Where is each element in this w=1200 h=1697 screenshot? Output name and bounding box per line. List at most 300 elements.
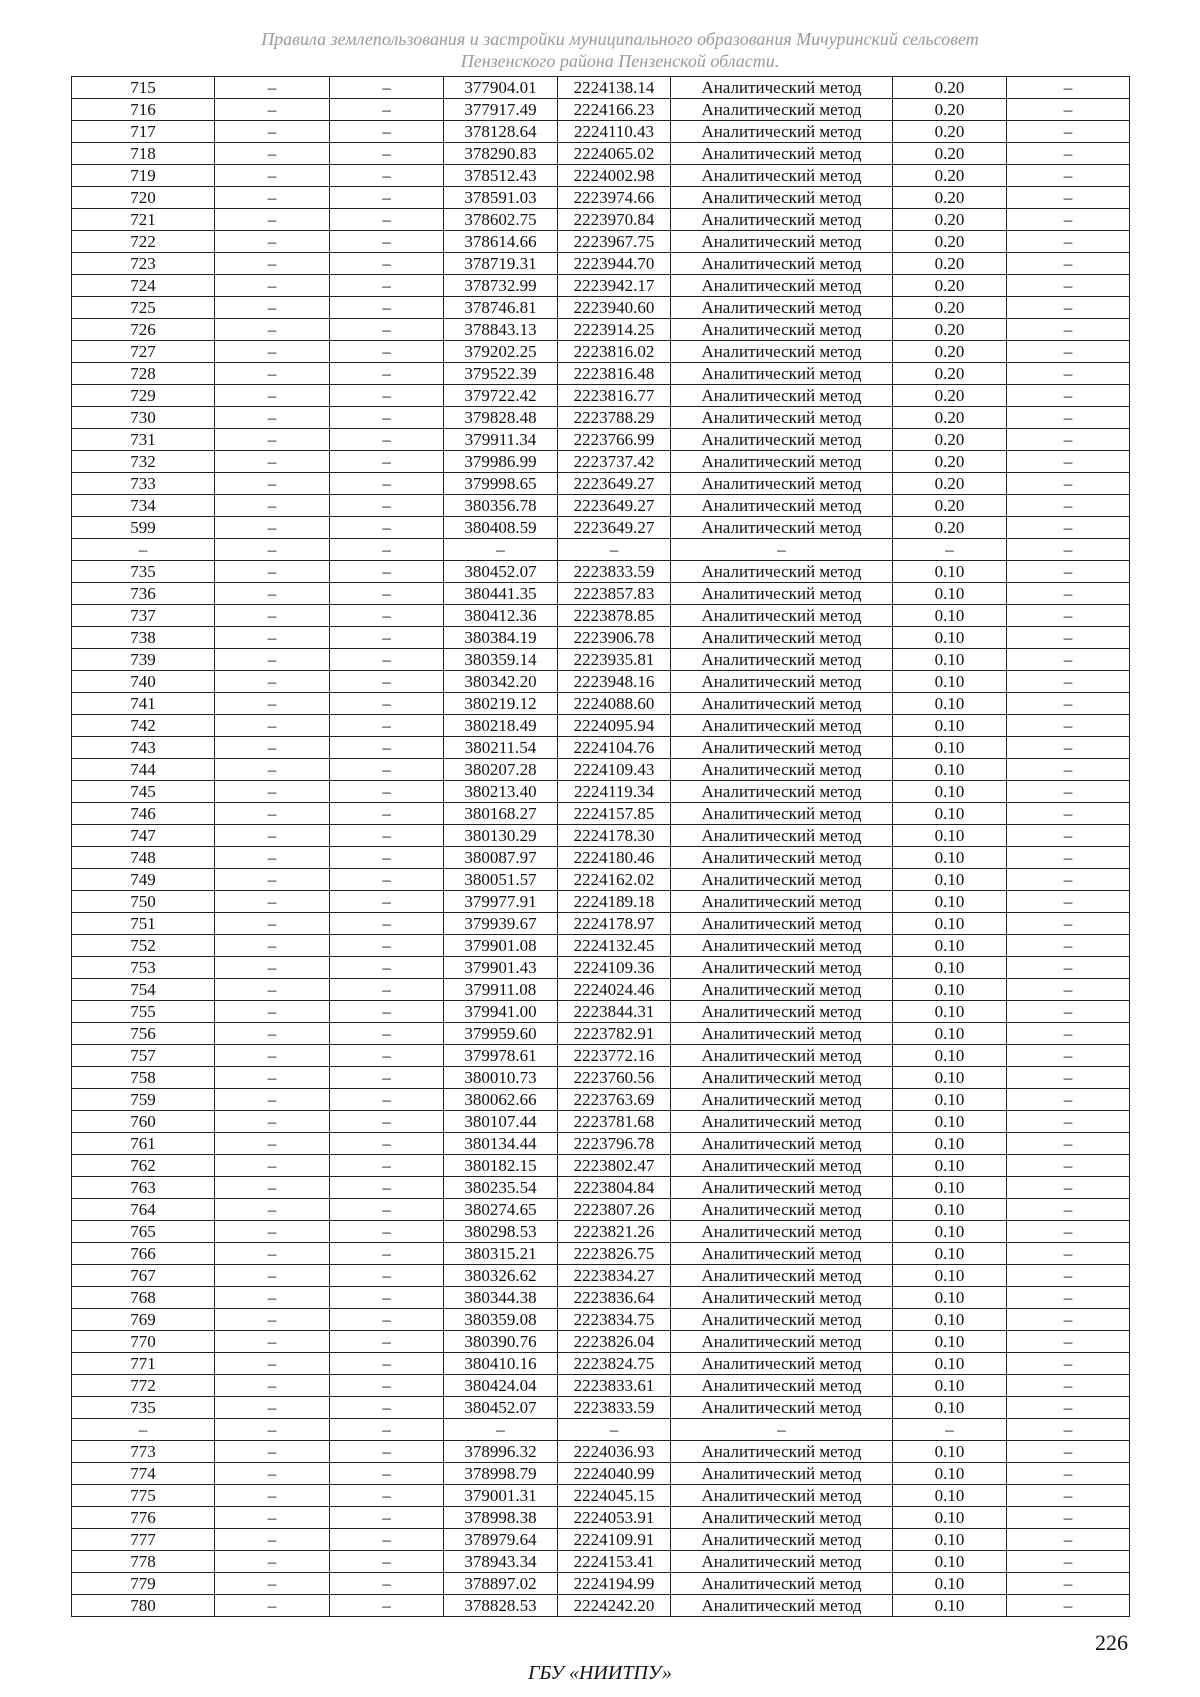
table-row — [72, 693, 1130, 715]
cell-c8: – — [1007, 1353, 1130, 1375]
cell-y: 2223836.64 — [558, 1287, 671, 1309]
cell-c2: – — [215, 429, 330, 451]
cell-c2: – — [215, 759, 330, 781]
cell-c3: – — [330, 869, 444, 891]
cell-c3: – — [330, 957, 444, 979]
cell-point: 758 — [72, 1067, 215, 1089]
cell-c2: – — [215, 869, 330, 891]
cell-c8: – — [1007, 165, 1130, 187]
cell-x: 379828.48 — [444, 407, 558, 429]
cell-point: 726 — [72, 319, 215, 341]
cell-c3: – — [330, 1397, 444, 1419]
cell-point: 599 — [72, 517, 215, 539]
cell-c8: – — [1007, 671, 1130, 693]
cell-y: 2224104.76 — [558, 737, 671, 759]
cell-c3: – — [330, 1067, 444, 1089]
cell-x: 379911.08 — [444, 979, 558, 1001]
cell-point: 721 — [72, 209, 215, 231]
cell-c8: – — [1007, 847, 1130, 869]
cell-c2: – — [215, 209, 330, 231]
cell-c2: – — [215, 715, 330, 737]
cell-c3: – — [330, 1199, 444, 1221]
cell-precision: 0.10 — [893, 715, 1007, 737]
table-row — [72, 1001, 1130, 1023]
cell-precision: 0.20 — [893, 473, 1007, 495]
cell-c3: – — [330, 495, 444, 517]
cell-x: 380218.49 — [444, 715, 558, 737]
cell-method: Аналитический метод — [671, 473, 893, 495]
cell-y: 2223788.29 — [558, 407, 671, 429]
cell-y: 2223826.75 — [558, 1243, 671, 1265]
cell-c3: – — [330, 319, 444, 341]
cell-point: 723 — [72, 253, 215, 275]
cell-c3: – — [330, 275, 444, 297]
cell-x: 379959.60 — [444, 1023, 558, 1045]
cell-c2: – — [215, 517, 330, 539]
cell-method: Аналитический метод — [671, 781, 893, 803]
table-row — [72, 1067, 1130, 1089]
cell-c2: – — [215, 627, 330, 649]
cell-point: 719 — [72, 165, 215, 187]
cell-point: – — [72, 1419, 215, 1441]
cell-precision: 0.10 — [893, 693, 1007, 715]
cell-method: Аналитический метод — [671, 407, 893, 429]
cell-method: Аналитический метод — [671, 1463, 893, 1485]
cell-point: 756 — [72, 1023, 215, 1045]
table-row — [72, 979, 1130, 1001]
cell-c3: – — [330, 1287, 444, 1309]
cell-y: 2223763.69 — [558, 1089, 671, 1111]
cell-method: Аналитический метод — [671, 451, 893, 473]
cell-c2: – — [215, 297, 330, 319]
cell-point: 731 — [72, 429, 215, 451]
running-header — [150, 28, 1090, 72]
cell-c2: – — [215, 1133, 330, 1155]
cell-c8: – — [1007, 1177, 1130, 1199]
table-row — [72, 1595, 1130, 1617]
cell-c8: – — [1007, 957, 1130, 979]
cell-y: 2223878.85 — [558, 605, 671, 627]
cell-point: 763 — [72, 1177, 215, 1199]
cell-x: 380298.53 — [444, 1221, 558, 1243]
cell-y: 2223967.75 — [558, 231, 671, 253]
cell-c8: – — [1007, 1243, 1130, 1265]
cell-c3: – — [330, 187, 444, 209]
cell-c8: – — [1007, 1573, 1130, 1595]
cell-c3: – — [330, 671, 444, 693]
cell-c2: – — [215, 913, 330, 935]
cell-x: 378943.34 — [444, 1551, 558, 1573]
cell-y: 2223824.75 — [558, 1353, 671, 1375]
cell-y: 2223772.16 — [558, 1045, 671, 1067]
cell-x: 380107.44 — [444, 1111, 558, 1133]
cell-y: 2224088.60 — [558, 693, 671, 715]
cell-c2: – — [215, 121, 330, 143]
cell-method: Аналитический метод — [671, 363, 893, 385]
table-row — [72, 363, 1130, 385]
cell-precision: 0.10 — [893, 1177, 1007, 1199]
cell-c2: – — [215, 1199, 330, 1221]
cell-x: 379901.43 — [444, 957, 558, 979]
cell-c8: – — [1007, 319, 1130, 341]
cell-point: 752 — [72, 935, 215, 957]
cell-x: 380342.20 — [444, 671, 558, 693]
table-row — [72, 671, 1130, 693]
cell-precision: 0.20 — [893, 297, 1007, 319]
table-row — [72, 275, 1130, 297]
table-row — [72, 341, 1130, 363]
cell-c3: – — [330, 1353, 444, 1375]
cell-y: – — [558, 1419, 671, 1441]
cell-c3: – — [330, 1045, 444, 1067]
footer-organization: ГБУ «НИИТПУ» — [528, 1662, 672, 1684]
cell-point: 717 — [72, 121, 215, 143]
cell-method: Аналитический метод — [671, 1067, 893, 1089]
cell-precision: 0.10 — [893, 1595, 1007, 1617]
cell-c2: – — [215, 1551, 330, 1573]
table-row — [72, 209, 1130, 231]
cell-c2: – — [215, 99, 330, 121]
page-number: 226 — [1095, 1630, 1128, 1655]
cell-x: 379939.67 — [444, 913, 558, 935]
cell-method: Аналитический метод — [671, 957, 893, 979]
cell-x: 380441.35 — [444, 583, 558, 605]
cell-c8: – — [1007, 605, 1130, 627]
header-line-1: Правила землепользования и застройки муниципального образования Мичуринский сельсовет — [261, 29, 979, 49]
cell-c3: – — [330, 385, 444, 407]
cell-x: 379977.91 — [444, 891, 558, 913]
cell-c8: – — [1007, 1397, 1130, 1419]
cell-x: 380211.54 — [444, 737, 558, 759]
cell-y: 2223844.31 — [558, 1001, 671, 1023]
cell-y: 2224109.91 — [558, 1529, 671, 1551]
cell-c2: – — [215, 1023, 330, 1045]
cell-precision: – — [893, 1419, 1007, 1441]
cell-c3: – — [330, 979, 444, 1001]
table-row — [72, 847, 1130, 869]
cell-c2: – — [215, 693, 330, 715]
cell-c8: – — [1007, 649, 1130, 671]
cell-precision: 0.20 — [893, 209, 1007, 231]
cell-point: 730 — [72, 407, 215, 429]
table-row — [72, 517, 1130, 539]
cell-c2: – — [215, 1529, 330, 1551]
cell-c3: – — [330, 121, 444, 143]
cell-c3: – — [330, 913, 444, 935]
cell-y: 2223942.17 — [558, 275, 671, 297]
cell-c8: – — [1007, 583, 1130, 605]
cell-point: 772 — [72, 1375, 215, 1397]
cell-method: Аналитический метод — [671, 869, 893, 891]
table-row — [72, 1353, 1130, 1375]
cell-c2: – — [215, 891, 330, 913]
cell-point: 759 — [72, 1089, 215, 1111]
cell-y: 2224132.45 — [558, 935, 671, 957]
table-row — [72, 1265, 1130, 1287]
cell-x: 379001.31 — [444, 1485, 558, 1507]
cell-method: Аналитический метод — [671, 605, 893, 627]
cell-y: 2223833.61 — [558, 1375, 671, 1397]
cell-method: Аналитический метод — [671, 1089, 893, 1111]
cell-c2: – — [215, 561, 330, 583]
table-row — [72, 1199, 1130, 1221]
cell-c2: – — [215, 1265, 330, 1287]
cell-y: 2223816.48 — [558, 363, 671, 385]
cell-c8: – — [1007, 1221, 1130, 1243]
cell-precision: 0.20 — [893, 121, 1007, 143]
cell-c3: – — [330, 1551, 444, 1573]
cell-c3: – — [330, 253, 444, 275]
cell-point: 718 — [72, 143, 215, 165]
cell-c3: – — [330, 363, 444, 385]
cell-x: 379202.25 — [444, 341, 558, 363]
cell-c2: – — [215, 825, 330, 847]
cell-method: Аналитический метод — [671, 1309, 893, 1331]
cell-c2: – — [215, 1243, 330, 1265]
table-row — [72, 385, 1130, 407]
cell-c2: – — [215, 231, 330, 253]
cell-c2: – — [215, 407, 330, 429]
cell-c3: – — [330, 759, 444, 781]
coordinates-table-body — [72, 77, 1130, 1617]
cell-c8: – — [1007, 913, 1130, 935]
cell-point: 732 — [72, 451, 215, 473]
cell-c2: – — [215, 737, 330, 759]
cell-x: 380410.16 — [444, 1353, 558, 1375]
cell-x: 378719.31 — [444, 253, 558, 275]
table-row — [72, 627, 1130, 649]
cell-y: 2223826.04 — [558, 1331, 671, 1353]
cell-precision: 0.10 — [893, 583, 1007, 605]
cell-c8: – — [1007, 517, 1130, 539]
cell-precision: 0.10 — [893, 891, 1007, 913]
cell-point: 724 — [72, 275, 215, 297]
cell-c8: – — [1007, 715, 1130, 737]
cell-method: Аналитический метод — [671, 1529, 893, 1551]
cell-method: Аналитический метод — [671, 913, 893, 935]
header-line-2: Пензенского района Пензенской области. — [460, 51, 780, 71]
cell-c8: – — [1007, 1419, 1130, 1441]
cell-c3: – — [330, 1001, 444, 1023]
coordinates-table — [71, 76, 1130, 1617]
cell-precision: 0.20 — [893, 341, 1007, 363]
cell-y: 2223935.81 — [558, 649, 671, 671]
cell-precision: 0.10 — [893, 1529, 1007, 1551]
cell-c8: – — [1007, 1331, 1130, 1353]
cell-point: 748 — [72, 847, 215, 869]
cell-c2: – — [215, 1155, 330, 1177]
cell-point: – — [72, 539, 215, 561]
cell-c3: – — [330, 539, 444, 561]
cell-c2: – — [215, 605, 330, 627]
cell-x: 378602.75 — [444, 209, 558, 231]
cell-precision: 0.20 — [893, 231, 1007, 253]
cell-y: 2223760.56 — [558, 1067, 671, 1089]
cell-c2: – — [215, 649, 330, 671]
cell-point: 735 — [72, 1397, 215, 1419]
cell-x: 380356.78 — [444, 495, 558, 517]
cell-y: 2224109.43 — [558, 759, 671, 781]
cell-method: Аналитический метод — [671, 297, 893, 319]
cell-y: 2224162.02 — [558, 869, 671, 891]
cell-precision: 0.10 — [893, 1331, 1007, 1353]
table-row — [72, 825, 1130, 847]
cell-method: Аналитический метод — [671, 847, 893, 869]
cell-c2: – — [215, 1067, 330, 1089]
cell-method: Аналитический метод — [671, 1331, 893, 1353]
cell-y: 2224166.23 — [558, 99, 671, 121]
cell-c3: – — [330, 1111, 444, 1133]
cell-precision: 0.10 — [893, 737, 1007, 759]
cell-x: 380235.54 — [444, 1177, 558, 1199]
cell-method: Аналитический метод — [671, 671, 893, 693]
cell-c3: – — [330, 429, 444, 451]
cell-c3: – — [330, 737, 444, 759]
cell-method: Аналитический метод — [671, 1573, 893, 1595]
cell-y: 2224194.99 — [558, 1573, 671, 1595]
cell-x: 378512.43 — [444, 165, 558, 187]
cell-precision: 0.10 — [893, 1485, 1007, 1507]
table-row — [72, 1441, 1130, 1463]
cell-x: 380408.59 — [444, 517, 558, 539]
cell-c2: – — [215, 495, 330, 517]
cell-point: 770 — [72, 1331, 215, 1353]
cell-precision: 0.10 — [893, 1507, 1007, 1529]
cell-c2: – — [215, 1507, 330, 1529]
cell-x: 379998.65 — [444, 473, 558, 495]
cell-point: 715 — [72, 77, 215, 99]
cell-method: Аналитический метод — [671, 319, 893, 341]
cell-y: 2223649.27 — [558, 473, 671, 495]
cell-point: 754 — [72, 979, 215, 1001]
cell-precision: 0.10 — [893, 649, 1007, 671]
cell-method: Аналитический метод — [671, 561, 893, 583]
cell-precision: 0.20 — [893, 253, 1007, 275]
cell-precision: 0.20 — [893, 517, 1007, 539]
cell-method: – — [671, 539, 893, 561]
cell-precision: 0.10 — [893, 671, 1007, 693]
cell-point: 738 — [72, 627, 215, 649]
table-row — [72, 891, 1130, 913]
cell-point: 743 — [72, 737, 215, 759]
cell-c3: – — [330, 803, 444, 825]
cell-point: 762 — [72, 1155, 215, 1177]
cell-c8: – — [1007, 121, 1130, 143]
table-row — [72, 451, 1130, 473]
cell-c8: – — [1007, 1001, 1130, 1023]
cell-c2: – — [215, 979, 330, 1001]
cell-point: 764 — [72, 1199, 215, 1221]
cell-method: Аналитический метод — [671, 231, 893, 253]
cell-x: 380168.27 — [444, 803, 558, 825]
cell-point: 742 — [72, 715, 215, 737]
cell-c8: – — [1007, 341, 1130, 363]
cell-point: 735 — [72, 561, 215, 583]
cell-c2: – — [215, 1111, 330, 1133]
cell-c8: – — [1007, 297, 1130, 319]
cell-y: 2223766.99 — [558, 429, 671, 451]
cell-y: 2223974.66 — [558, 187, 671, 209]
cell-c8: – — [1007, 1045, 1130, 1067]
cell-c2: – — [215, 1001, 330, 1023]
cell-x: 380219.12 — [444, 693, 558, 715]
cell-c8: – — [1007, 209, 1130, 231]
cell-c3: – — [330, 1089, 444, 1111]
cell-precision: 0.20 — [893, 495, 1007, 517]
cell-c2: – — [215, 935, 330, 957]
cell-c8: – — [1007, 451, 1130, 473]
table-row — [72, 1529, 1130, 1551]
cell-c8: – — [1007, 1111, 1130, 1133]
cell-x: 380390.76 — [444, 1331, 558, 1353]
cell-x: 377917.49 — [444, 99, 558, 121]
cell-precision: 0.10 — [893, 1551, 1007, 1573]
table-row — [72, 913, 1130, 935]
cell-precision: 0.10 — [893, 1001, 1007, 1023]
cell-precision: 0.20 — [893, 187, 1007, 209]
cell-x: 380326.62 — [444, 1265, 558, 1287]
cell-precision: 0.20 — [893, 429, 1007, 451]
cell-precision: 0.20 — [893, 165, 1007, 187]
cell-x: 379722.42 — [444, 385, 558, 407]
cell-y: 2224153.41 — [558, 1551, 671, 1573]
cell-c3: – — [330, 99, 444, 121]
table-row — [72, 539, 1130, 561]
cell-c3: – — [330, 143, 444, 165]
cell-point: 716 — [72, 99, 215, 121]
cell-c3: – — [330, 935, 444, 957]
table-row — [72, 957, 1130, 979]
cell-method: Аналитический метод — [671, 275, 893, 297]
cell-point: 760 — [72, 1111, 215, 1133]
table-row — [72, 253, 1130, 275]
cell-y: 2224065.02 — [558, 143, 671, 165]
cell-method: Аналитический метод — [671, 165, 893, 187]
cell-method: Аналитический метод — [671, 935, 893, 957]
cell-method: Аналитический метод — [671, 209, 893, 231]
cell-c3: – — [330, 1441, 444, 1463]
cell-x: 380134.44 — [444, 1133, 558, 1155]
cell-x: 380207.28 — [444, 759, 558, 781]
table-row — [72, 297, 1130, 319]
cell-precision: 0.10 — [893, 1243, 1007, 1265]
cell-c8: – — [1007, 1287, 1130, 1309]
cell-y: 2224040.99 — [558, 1463, 671, 1485]
cell-precision: 0.10 — [893, 1067, 1007, 1089]
cell-y: 2224180.46 — [558, 847, 671, 869]
cell-method: Аналитический метод — [671, 1353, 893, 1375]
cell-c8: – — [1007, 759, 1130, 781]
table-row — [72, 1243, 1130, 1265]
cell-c2: – — [215, 1419, 330, 1441]
table-row — [72, 1287, 1130, 1309]
cell-x: 380424.04 — [444, 1375, 558, 1397]
cell-c3: – — [330, 649, 444, 671]
cell-point: 761 — [72, 1133, 215, 1155]
cell-method: Аналитический метод — [671, 1221, 893, 1243]
cell-precision: – — [893, 539, 1007, 561]
cell-c3: – — [330, 715, 444, 737]
cell-precision: 0.10 — [893, 781, 1007, 803]
cell-c8: – — [1007, 1309, 1130, 1331]
cell-precision: 0.10 — [893, 1023, 1007, 1045]
cell-y: 2223737.42 — [558, 451, 671, 473]
cell-y: 2224189.18 — [558, 891, 671, 913]
cell-c2: – — [215, 1089, 330, 1111]
cell-method: Аналитический метод — [671, 693, 893, 715]
table-row — [72, 1045, 1130, 1067]
cell-c3: – — [330, 1375, 444, 1397]
